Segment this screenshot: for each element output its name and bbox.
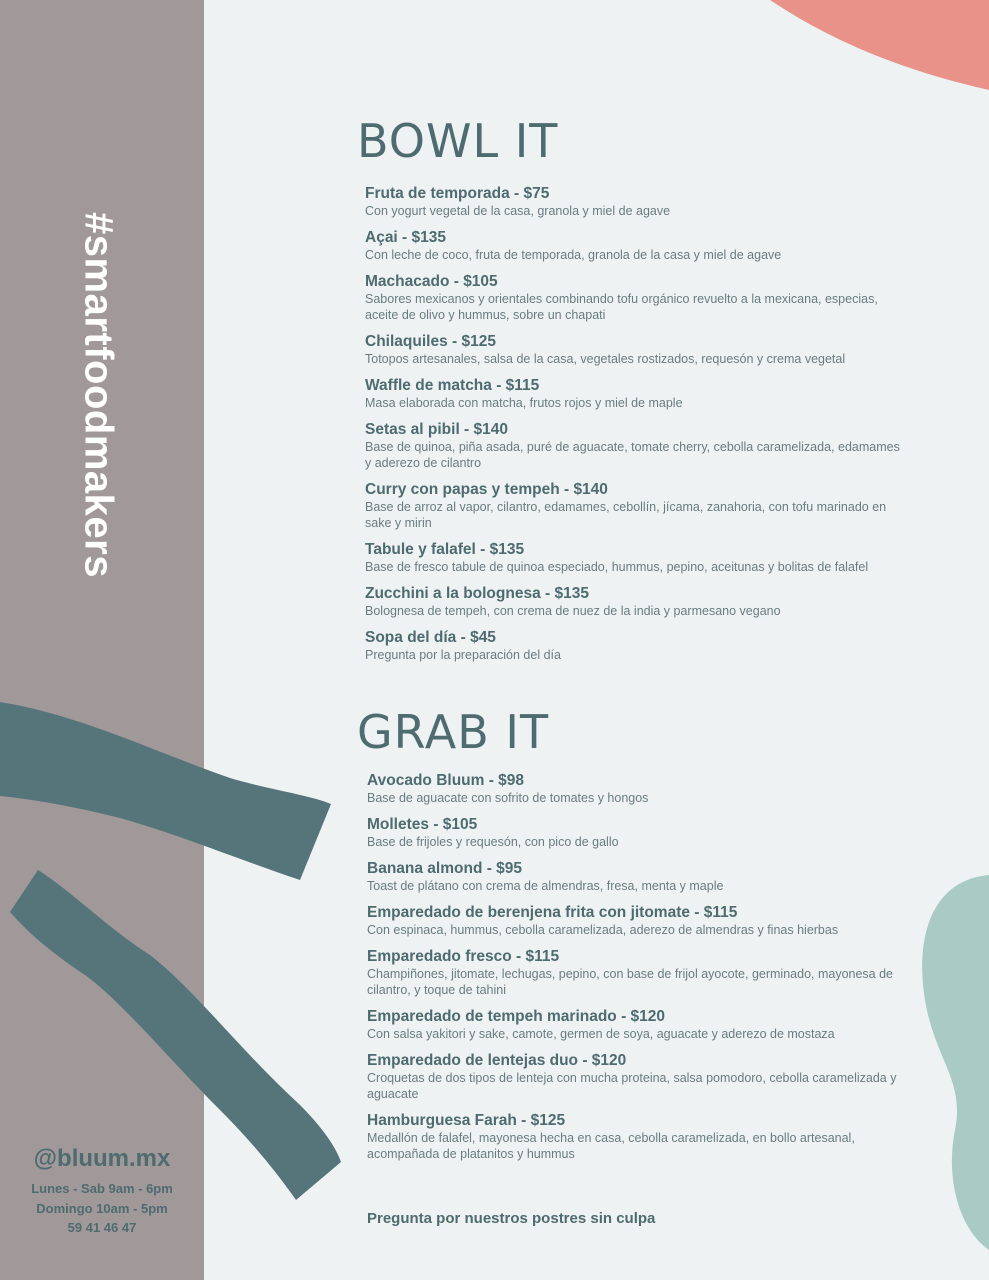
menu-item-name: Emparedado de lentejas duo - $120 xyxy=(367,1052,627,1069)
menu-item-desc: Con espinaca, hummus, cebolla caramelizada, aderezo de almendras y finas hierbas xyxy=(367,923,839,937)
menu-item-desc: Con leche de coco, fruta de temporada, granola de la casa y miel de agave xyxy=(365,248,782,262)
menu-item xyxy=(365,272,905,323)
menu-item-desc: Con salsa yakitori y sake, camote, germen de soya, aguacate y aderezo de mostaza xyxy=(367,1027,835,1041)
menu-item xyxy=(365,420,905,471)
menu-item-name: Sopa del día - $45 xyxy=(365,629,496,646)
menu-item xyxy=(367,947,907,998)
menu-item-name: Banana almond - $95 xyxy=(367,860,523,877)
menu-item xyxy=(365,184,905,219)
menu-item-desc: Bolognesa de tempeh, con crema de nuez de la india y parmesano vegano xyxy=(365,604,781,618)
menu-item-desc: Toast de plátano con crema de almendras, fresa, menta y maple xyxy=(367,879,724,893)
social-handle: @bluum.mx xyxy=(33,1145,171,1172)
menu-item-desc: Base de aguacate con sofrito de tomates y hongos xyxy=(367,791,649,805)
coral-blob xyxy=(770,0,989,90)
menu-item-name: Tabule y falafel - $135 xyxy=(365,541,525,558)
menu-item-name: Machacado - $105 xyxy=(365,273,498,290)
contact-info xyxy=(0,1145,204,1238)
bowl-items xyxy=(365,184,905,672)
menu-item-desc: Sabores mexicanos y orientales combinando tofu orgánico revuelto a la mexicana, especias, aceite de olivo y hummus, sobre un chapati xyxy=(365,292,878,322)
menu-item xyxy=(367,771,907,806)
hashtag-vertical: #smartfoodmakers xyxy=(76,212,121,578)
section-title-grab: GRAB IT xyxy=(357,705,550,759)
menu-item-name: Zucchini a la bolognesa - $135 xyxy=(365,585,589,602)
mint-blob xyxy=(922,875,989,1250)
menu-item-desc: Base de fresco tabule de quinoa especiado, hummus, pepino, aceitunas y bolitas de falafel xyxy=(365,560,869,574)
menu-item xyxy=(365,584,905,619)
menu-item-desc: Medallón de falafel, mayonesa hecha en casa, cebolla caramelizada, en bollo artesanal, acompañada de platanitos y hummus xyxy=(367,1131,855,1161)
menu-item-desc: Con yogurt vegetal de la casa, granola y miel de agave xyxy=(365,204,671,218)
hours-sunday: Domingo 10am - 5pm xyxy=(36,1200,168,1216)
menu-item-desc: Champiñones, jitomate, lechugas, pepino, con base de frijol ayocote, germinado, mayonesa de cilantro, y toque de tahini xyxy=(367,967,894,997)
section-title-bowl: BOWL IT xyxy=(357,114,559,168)
menu-item-desc: Base de quinoa, piña asada, puré de aguacate, tomate cherry, cebolla caramelizada, edamames y aderezo de cilantro xyxy=(365,440,900,470)
menu-item xyxy=(365,628,905,663)
menu-item xyxy=(367,1111,907,1162)
menu-item xyxy=(367,903,907,938)
menu-item-name: Hamburguesa Farah - $125 xyxy=(367,1112,566,1129)
menu-item xyxy=(367,1007,907,1042)
menu-item-desc: Base de arroz al vapor, cilantro, edamames, cebollín, jícama, zanahoria, con tofu marinado en sake y mirin xyxy=(365,500,887,530)
menu-item-desc: Totopos artesanales, salsa de la casa, vegetales rostizados, requesón y crema vegetal xyxy=(365,352,846,366)
menu-item-name: Açai - $135 xyxy=(365,229,446,246)
menu-item xyxy=(365,332,905,367)
menu-item-name: Setas al pibil - $140 xyxy=(365,421,509,438)
menu-item xyxy=(365,540,905,575)
menu-item-name: Emparedado fresco - $115 xyxy=(367,948,560,965)
menu-item-name: Emparedado de tempeh marinado - $120 xyxy=(367,1008,666,1025)
menu-item xyxy=(365,228,905,263)
menu-item-desc: Base de frijoles y requesón, con pico de gallo xyxy=(367,835,619,849)
menu-item-name: Fruta de temporada - $75 xyxy=(365,185,550,202)
menu-item xyxy=(367,815,907,850)
menu-item xyxy=(365,480,905,531)
menu-item-name: Molletes - $105 xyxy=(367,816,478,833)
menu-item xyxy=(367,859,907,894)
menu-item-desc: Pregunta por la preparación del día xyxy=(365,648,561,662)
menu-item-name: Curry con papas y tempeh - $140 xyxy=(365,481,608,498)
grab-items xyxy=(367,771,907,1171)
menu-item xyxy=(365,376,905,411)
desserts-note: Pregunta por nuestros postres sin culpa xyxy=(367,1210,656,1227)
menu-item xyxy=(367,1051,907,1102)
menu-item-name: Waffle de matcha - $115 xyxy=(365,377,540,394)
menu-item-name: Chilaquiles - $125 xyxy=(365,333,496,350)
phone-number: 59 41 46 47 xyxy=(67,1220,137,1235)
hours-weekdays: Lunes - Sab 9am - 6pm xyxy=(31,1181,173,1196)
teal-ribbon-upper xyxy=(0,702,331,880)
menu-item-name: Emparedado de berenjena frita con jitomate - $115 xyxy=(367,904,738,921)
menu-item-desc: Masa elaborada con matcha, frutos rojos y miel de maple xyxy=(365,396,683,410)
menu-item-desc: Croquetas de dos tipos de lenteja con mucha proteina, salsa pomodoro, cebolla caramelizada y aguacate xyxy=(367,1071,897,1101)
menu-item-name: Avocado Bluum - $98 xyxy=(367,772,525,789)
